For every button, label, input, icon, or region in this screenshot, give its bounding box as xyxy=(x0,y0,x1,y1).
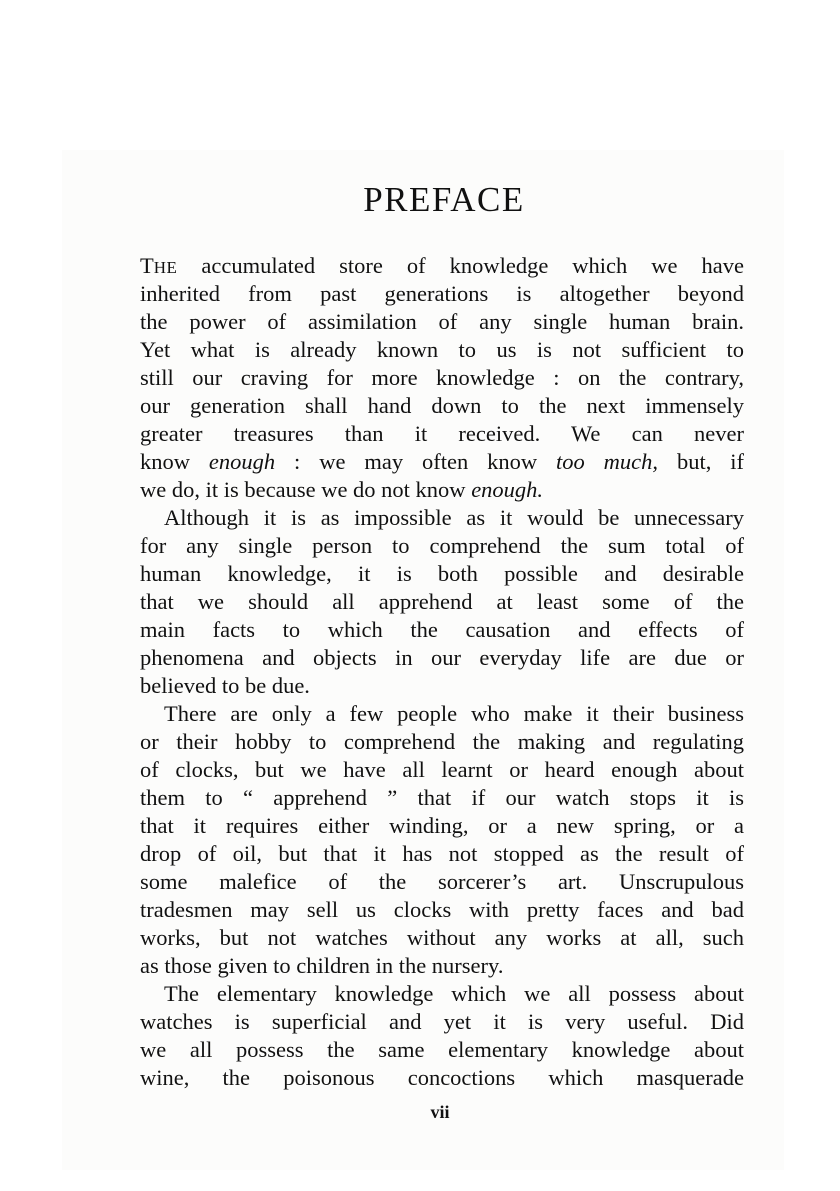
text-line xyxy=(140,784,744,812)
page-title: PREFACE xyxy=(363,180,525,219)
text-segment: as those given to children in the nursery. xyxy=(140,953,504,978)
text-line xyxy=(140,1008,744,1036)
text-segment: phenomena and objects in our everyday life are due or xyxy=(140,645,744,670)
text-segment: or their hobby to comprehend the making and regulating xyxy=(140,729,744,754)
text-segment: the power of assimilation of any single human brain. xyxy=(140,309,744,334)
text-line xyxy=(140,896,744,924)
text-line xyxy=(140,728,744,756)
text-segment: of clocks, but we have all learnt or heard enough about xyxy=(140,757,744,782)
text-line xyxy=(140,588,744,616)
text-line xyxy=(140,420,744,448)
text-segment: but, if xyxy=(658,449,744,474)
text-segment: human knowledge, it is both possible and desirable xyxy=(140,561,744,586)
text-segment: works, but not watches without any works at all, such xyxy=(140,925,744,950)
text-line xyxy=(140,868,744,896)
text-line xyxy=(140,504,744,532)
text-segment: main facts to which the causation and effects of xyxy=(140,617,744,642)
text-line xyxy=(140,1036,744,1064)
text-line xyxy=(140,476,744,504)
text-line xyxy=(140,616,744,644)
text-line xyxy=(140,840,744,868)
text-line xyxy=(140,980,744,1008)
body-text xyxy=(140,252,744,1092)
text-line xyxy=(140,280,744,308)
text-line xyxy=(140,336,744,364)
text-segment: drop of oil, but that it has not stopped as the result of xyxy=(140,841,744,866)
text-segment: The elementary knowledge which we all possess about xyxy=(164,981,744,1006)
text-segment: wine, the poisonous concoctions which masquerade xyxy=(140,1065,744,1090)
italic-text: enough. xyxy=(471,477,544,502)
text-line xyxy=(140,756,744,784)
text-line xyxy=(140,672,744,700)
text-segment: believed to be due. xyxy=(140,673,310,698)
text-segment: some malefice of the sorcerer’s art. Unscrupulous xyxy=(140,869,744,894)
text-segment: them to “ apprehend ” that if our watch stops it is xyxy=(140,785,744,810)
text-line xyxy=(140,560,744,588)
text-segment: : we may often know xyxy=(275,449,557,474)
text-segment: we do, it is because we do not know xyxy=(140,477,472,502)
text-segment: watches is superficial and yet it is very useful. Did xyxy=(140,1009,744,1034)
text-line xyxy=(140,308,744,336)
text-line xyxy=(140,644,744,672)
text-line xyxy=(140,1064,744,1092)
text-segment: accumulated store of knowledge which we have xyxy=(177,253,744,278)
text-line xyxy=(140,700,744,728)
italic-text: too much, xyxy=(556,449,659,474)
text-line xyxy=(140,364,744,392)
text-line xyxy=(140,812,744,840)
text-line xyxy=(140,924,744,952)
text-line xyxy=(140,392,744,420)
page-number: vii xyxy=(430,1102,450,1122)
text-segment: Although it is as impossible as it would be unnecessary xyxy=(164,505,744,530)
text-line xyxy=(140,448,744,476)
text-segment: that we should all apprehend at least some of the xyxy=(140,589,744,614)
text-line xyxy=(140,252,744,280)
italic-text: enough xyxy=(208,449,276,474)
text-segment: we all possess the same elementary knowledge about xyxy=(140,1037,744,1062)
text-line xyxy=(140,952,744,980)
text-segment: our generation shall hand down to the next immensely xyxy=(140,393,744,418)
text-segment: greater treasures than it received. We can never xyxy=(140,421,744,446)
text-line xyxy=(140,532,744,560)
text-segment: that it requires either winding, or a new spring, or a xyxy=(140,813,744,838)
text-segment: inherited from past generations is altogether beyond xyxy=(140,281,744,306)
text-segment: tradesmen may sell us clocks with pretty faces and bad xyxy=(140,897,744,922)
text-segment: Yet what is already known to us is not sufficient to xyxy=(140,337,744,362)
text-segment: know xyxy=(140,449,209,474)
text-segment: for any single person to comprehend the sum total of xyxy=(140,533,744,558)
text-segment: T xyxy=(140,253,154,278)
text-segment: HE xyxy=(153,258,178,277)
text-segment: still our craving for more knowledge : on the contrary, xyxy=(140,365,744,390)
text-segment: There are only a few people who make it their business xyxy=(164,701,744,726)
